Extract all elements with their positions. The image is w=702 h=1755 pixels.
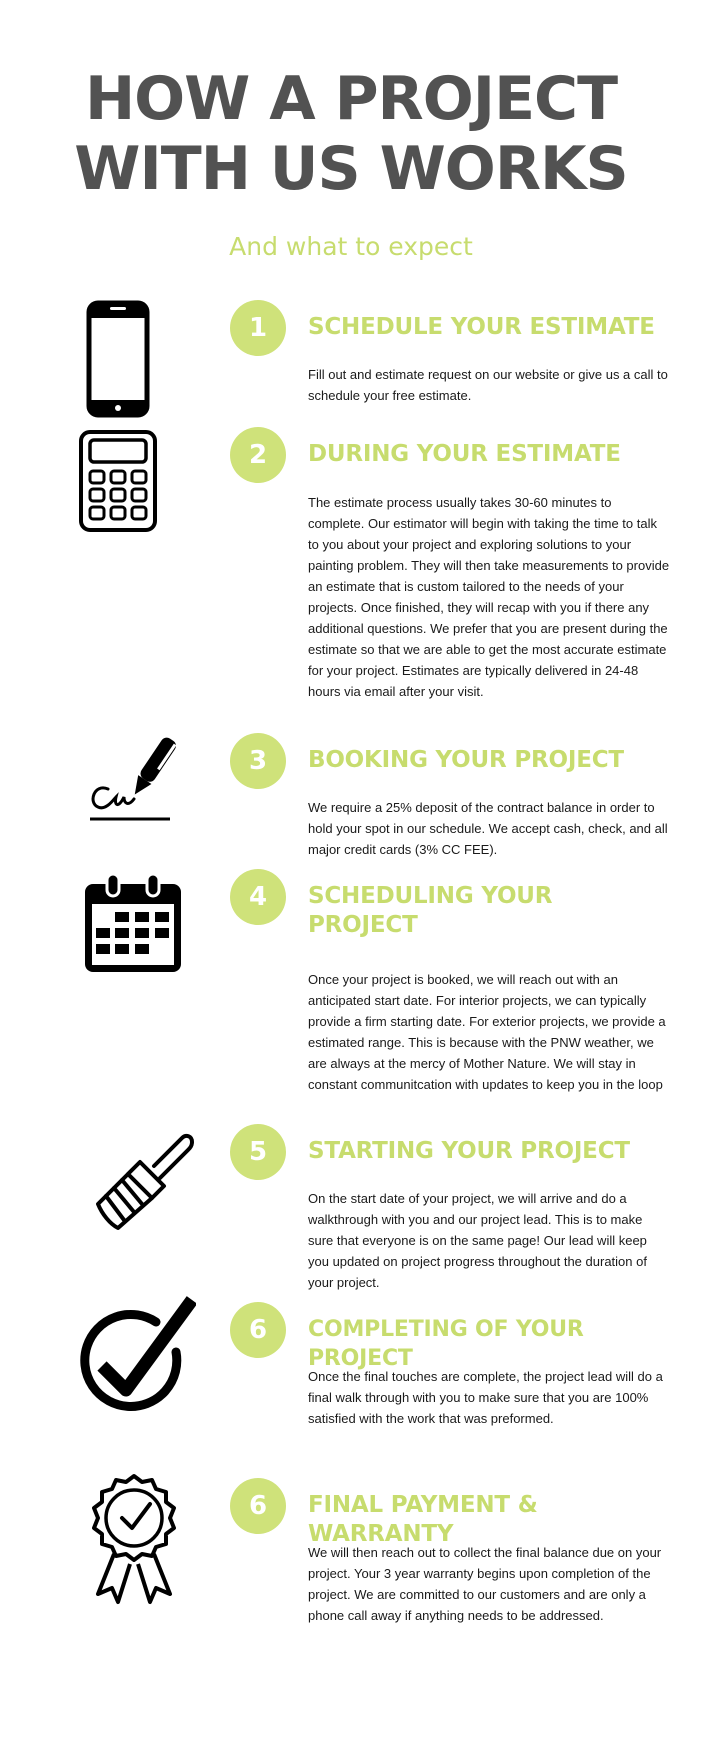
step-heading: BOOKING YOUR PROJECT: [308, 747, 624, 773]
step-number-badge: 2: [230, 427, 286, 483]
step-body: Once the final touches are complete, the project lead will do a final walk through with you to make sure that you are 100% satisfied with the work that was preformed.: [308, 1369, 663, 1426]
step-heading: DURING YOUR ESTIMATE: [308, 441, 621, 467]
step-body: Fill out and estimate request on our website or give us a call to schedule your free estimate.: [308, 367, 668, 403]
step-heading: STARTING YOUR PROJECT: [308, 1138, 630, 1164]
award-ribbon-icon: [84, 1472, 184, 1606]
calendar-icon: [82, 872, 184, 976]
step-number-badge: 3: [230, 733, 286, 789]
title-line-1: HOW A PROJECT: [84, 64, 618, 134]
step-body: On the start date of your project, we will arrive and do a walkthrough with you and our project lead. This is to make sure that everyone is on the same page! Our lead will keep you updated on project progress throughout the duration of your project.: [308, 1191, 647, 1290]
step-body: The estimate process usually takes 30-60 minutes to complete. Our estimator will begin with taking the time to talk to you about your project and exploring solutions to your painting problem. They will then take measurements to provide an estimate that is custom tailored to the needs of your projects. Once finished, they will recap with you if there any additional questions. We prefer that you are present during the estimate so that we are able to get the most accurate estimate for your project. Estimates are typically delivered in 24-48 hours via email after your visit.: [308, 495, 670, 699]
step-number-badge: 5: [230, 1124, 286, 1180]
step-body: We require a 25% deposit of the contract balance in order to hold your spot in our schedule. We accept cash, check, and all major credit cards (3% CC FEE).: [308, 800, 668, 857]
step-heading: SCHEDULING YOUR PROJECT: [308, 883, 553, 938]
step-heading: SCHEDULE YOUR ESTIMATE: [308, 314, 655, 340]
signature-pen-icon: [84, 733, 180, 825]
step-number-badge: 4: [230, 869, 286, 925]
paintbrush-icon: [78, 1124, 198, 1236]
title-line-2: WITH US WORKS: [74, 134, 628, 204]
step-number-badge: 6: [230, 1478, 286, 1534]
step-body: Once your project is booked, we will reach out with an anticipated start date. For interior projects, we can typically provide a firm starting date. For exterior projects, we provide a estimated range. This is because with the PNW weather, we are always at the mercy of Mother Nature. We will stay in constant communitcation with updates to keep you in the loop: [308, 972, 666, 1092]
calculator-icon: [78, 429, 158, 533]
page-title: [0, 64, 702, 204]
subtitle: And what to expect: [229, 232, 473, 261]
step-number-badge: 6: [230, 1302, 286, 1358]
step-heading: FINAL PAYMENT & WARRANTY: [308, 1492, 538, 1547]
step-number-badge: 1: [230, 300, 286, 356]
step-body: We will then reach out to collect the final balance due on your project. Your 3 year warranty begins upon completion of the project. We are committed to our customers and are only a phone call away if anything needs to be addressed.: [308, 1545, 662, 1623]
step-heading: COMPLETING OF YOUR PROJECT: [308, 1317, 584, 1371]
checkmark-circle-icon: [72, 1296, 196, 1428]
smartphone-icon: [86, 300, 150, 418]
